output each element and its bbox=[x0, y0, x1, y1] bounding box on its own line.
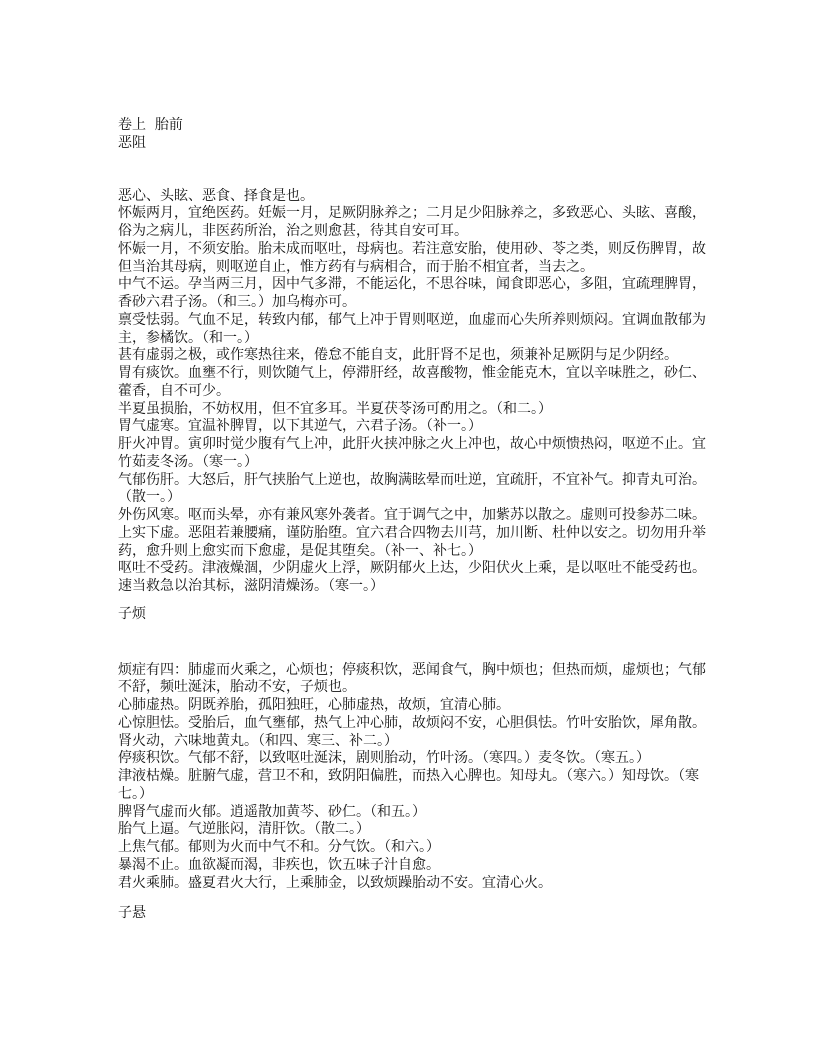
paragraph: 怀娠两月，宜绝医药。妊娠一月，足厥阴脉养之；二月足少阳脉养之，多致恶心、头眩、喜酸，俗为之病儿，非医药所治，治之则愈甚，待其自安可耳。 bbox=[118, 205, 706, 239]
paragraph: 半夏虽损胎，不妨权用，但不宜多耳。半夏茯苓汤可酌用之。（和二。） bbox=[118, 400, 552, 417]
paragraph: 心肺虚热。阴既养胎，孤阳独旺，心肺虚热，故烦，宜清心肺。 bbox=[118, 697, 510, 713]
paragraph: 胃有痰饮。血壅不行，则饮随气上，停滞肝经，故喜酸物，惟金能克木，宜以辛味胜之，砂仁、藿香，自不可少。 bbox=[118, 365, 706, 399]
paragraph: 怀娠一月，不须安胎。胎未成而呕吐，母病也。若注意安胎，使用砂、苓之类，则反伤脾胃，故但当治其母病，则呕逆自止，惟方药有与病相合，而于胎不相宜者，当去之。 bbox=[118, 240, 706, 275]
volume-heading: 卷上 胎前 bbox=[118, 117, 183, 133]
paragraph: 上实下虚。恶阻若兼腰痛，谨防胎堕。宜六君合四物去川芎，加川断、杜仲以安之。切勿用升举药，愈升则上愈实而下愈虚，是促其堕矣。（补一、补七。） bbox=[118, 524, 706, 559]
paragraph: 呕吐不受药。津液燥涸，少阴虚火上浮，厥阴郁火上达，少阳伏火上乘，是以呕吐不能受药也。速当救急以治其标，滋阴清燥汤。（寒一。） bbox=[118, 560, 706, 594]
section-body-ezu bbox=[118, 188, 710, 596]
paragraph: 气郁伤肝。大怒后，肝气挟胎气上逆也，故胸满眩晕而吐逆，宜疏肝，不宜补气。抑青丸可治。（散一。） bbox=[118, 471, 706, 506]
paragraph: 脾肾气虚而火郁。逍遥散加黄芩、砂仁。（和五。） bbox=[118, 803, 426, 820]
paragraph: 胃气虚寒。宜温补脾胃，以下其逆气，六君子汤。（补一。） bbox=[118, 418, 482, 435]
section-title-zixuan: 子悬 bbox=[118, 905, 146, 922]
paragraph: 上焦气郁。郁则为火而中气不和。分气饮。（和六。） bbox=[118, 839, 440, 855]
paragraph: 津液枯燥。脏腑气虚，营卫不和，致阴阳偏胜，而热入心脾也。知母丸。（寒六。）知母饮。（寒七。） bbox=[118, 768, 699, 802]
paragraph: 肝火冲胃。寅卯时觉少腹有气上冲，此肝火挟冲脉之火上冲也，故心中烦愦热闷，呕逆不止。宜竹茹麦冬汤。（寒一。） bbox=[118, 436, 706, 470]
paragraph: 胎气上逼。气逆胀闷，清肝饮。（散二。） bbox=[118, 821, 370, 838]
paragraph: 恶心、头眩、恶食、择食是也。 bbox=[118, 187, 314, 204]
section-title-zifan: 子烦 bbox=[118, 605, 146, 622]
paragraph: 禀受怯弱。气血不足，转致内郁，郁气上冲于胃则呕逆，血虚而心失所养则烦闷。宜调血散郁为主，参橘饮。（和一。） bbox=[118, 311, 706, 346]
paragraph: 停痰积饮。气郁不舒，以致呕吐涎沫，剧则胎动，竹叶汤。（寒四。）麦冬饮。（寒五。） bbox=[118, 750, 650, 767]
paragraph: 烦症有四：肺虚而火乘之，心烦也；停痰积饮，恶闻食气，胸中烦也；但热而烦，虚烦也；气郁不舒，频吐涎沫，胎动不安，子烦也。 bbox=[118, 661, 706, 696]
paragraph: 暴渴不止。血欲凝而渴，非疾也，饮五味子汁自愈。 bbox=[118, 856, 440, 873]
document-page bbox=[118, 117, 710, 923]
section-body-zifan bbox=[118, 662, 710, 893]
section-title-ezu: 恶阻 bbox=[118, 134, 146, 151]
paragraph: 心惊胆怯。受胎后，血气壅郁，热气上冲心肺，故烦闷不安，心胆俱怯。竹叶安胎饮，犀角散。肾火动，六味地黄丸。（和四、寒三、补二。） bbox=[118, 714, 706, 749]
paragraph: 中气不运。孕当两三月，因中气多滞，不能运化，不思谷味，闻食即恶心，多阻，宜疏理脾胃，香砂六君子汤。（和三。）加乌梅亦可。 bbox=[118, 276, 706, 310]
paragraph: 甚有虚弱之极，或作寒热往来，倦怠不能自支，此肝肾不足也，须兼补足厥阴与足少阴经。 bbox=[118, 347, 678, 364]
paragraph: 君火乘肺。盛夏君火大行，上乘肺金，以致烦躁胎动不安。宜清心火。 bbox=[118, 874, 552, 891]
paragraph: 外伤风寒。呕而头晕，亦有兼风寒外袭者。宜于调气之中，加紫苏以散之。虚则可投参苏二味。 bbox=[118, 507, 706, 523]
